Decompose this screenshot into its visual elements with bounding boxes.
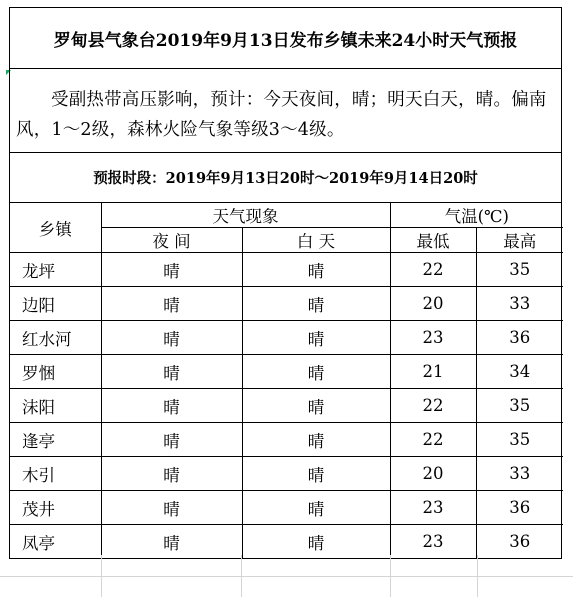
header-day: 白 天 <box>242 228 390 253</box>
forecast-table <box>10 203 563 558</box>
low-temp-cell: 20 <box>390 287 476 321</box>
low-temp-cell: 21 <box>390 355 476 389</box>
night-weather-cell: 晴 <box>101 457 242 491</box>
night-weather-cell: 晴 <box>101 389 242 423</box>
high-temp-cell: 33 <box>476 287 563 321</box>
sheet-gridline <box>0 576 573 577</box>
day-weather-cell: 晴 <box>242 355 390 389</box>
town-cell: 木引 <box>10 457 101 491</box>
table-row <box>10 389 563 423</box>
table-row <box>10 525 563 559</box>
town-cell: 凤亭 <box>10 525 101 559</box>
forecast-period: 预报时段：2019年9月13日20时～2019年9月14日20时 <box>10 153 561 203</box>
day-weather-cell: 晴 <box>242 423 390 457</box>
low-temp-cell: 23 <box>390 525 476 559</box>
high-temp-cell: 35 <box>476 423 563 457</box>
forecast-sheet <box>9 7 562 559</box>
day-weather-cell: 晴 <box>242 525 390 559</box>
low-temp-cell: 23 <box>390 321 476 355</box>
forecast-title: 罗甸县气象台2019年9月13日发布乡镇未来24小时天气预报 <box>10 8 561 69</box>
header-high: 最高 <box>476 228 563 253</box>
high-temp-cell: 36 <box>476 525 563 559</box>
town-cell: 龙坪 <box>10 253 101 287</box>
table-row <box>10 321 563 355</box>
day-weather-cell: 晴 <box>242 457 390 491</box>
night-weather-cell: 晴 <box>101 491 242 525</box>
night-weather-cell: 晴 <box>101 525 242 559</box>
high-temp-cell: 33 <box>476 457 563 491</box>
town-cell: 罗悃 <box>10 355 101 389</box>
night-weather-cell: 晴 <box>101 287 242 321</box>
town-cell: 逢亭 <box>10 423 101 457</box>
low-temp-cell: 22 <box>390 253 476 287</box>
header-temp: 气温(℃) <box>390 203 563 228</box>
header-weather: 天气现象 <box>101 203 390 228</box>
low-temp-cell: 22 <box>390 423 476 457</box>
table-row <box>10 287 563 321</box>
header-low: 最低 <box>390 228 476 253</box>
table-row <box>10 253 563 287</box>
town-cell: 沫阳 <box>10 389 101 423</box>
sheet-gridline <box>390 555 391 597</box>
high-temp-cell: 36 <box>476 321 563 355</box>
forecast-summary: 受副热带高压影响，预计：今天夜间，晴；明天白天，晴。偏南风，1～2级，森林火险气象等级3～4级。 <box>10 69 561 153</box>
low-temp-cell: 20 <box>390 457 476 491</box>
town-cell: 边阳 <box>10 287 101 321</box>
day-weather-cell: 晴 <box>242 491 390 525</box>
day-weather-cell: 晴 <box>242 287 390 321</box>
day-weather-cell: 晴 <box>242 389 390 423</box>
header-row-1 <box>10 203 563 228</box>
high-temp-cell: 34 <box>476 355 563 389</box>
forecast-frame <box>9 7 562 559</box>
night-weather-cell: 晴 <box>101 253 242 287</box>
sheet-gridline <box>101 555 102 597</box>
high-temp-cell: 35 <box>476 389 563 423</box>
table-row <box>10 491 563 525</box>
town-cell: 茂井 <box>10 491 101 525</box>
night-weather-cell: 晴 <box>101 355 242 389</box>
high-temp-cell: 36 <box>476 491 563 525</box>
sheet-gridline <box>241 555 242 597</box>
table-row <box>10 457 563 491</box>
sheet-gridline <box>477 555 478 597</box>
table-row <box>10 423 563 457</box>
night-weather-cell: 晴 <box>101 321 242 355</box>
table-row <box>10 355 563 389</box>
day-weather-cell: 晴 <box>242 253 390 287</box>
low-temp-cell: 22 <box>390 389 476 423</box>
town-cell: 红水河 <box>10 321 101 355</box>
low-temp-cell: 23 <box>390 491 476 525</box>
day-weather-cell: 晴 <box>242 321 390 355</box>
high-temp-cell: 35 <box>476 253 563 287</box>
header-town: 乡镇 <box>10 203 101 253</box>
night-weather-cell: 晴 <box>101 423 242 457</box>
header-night: 夜 间 <box>101 228 242 253</box>
